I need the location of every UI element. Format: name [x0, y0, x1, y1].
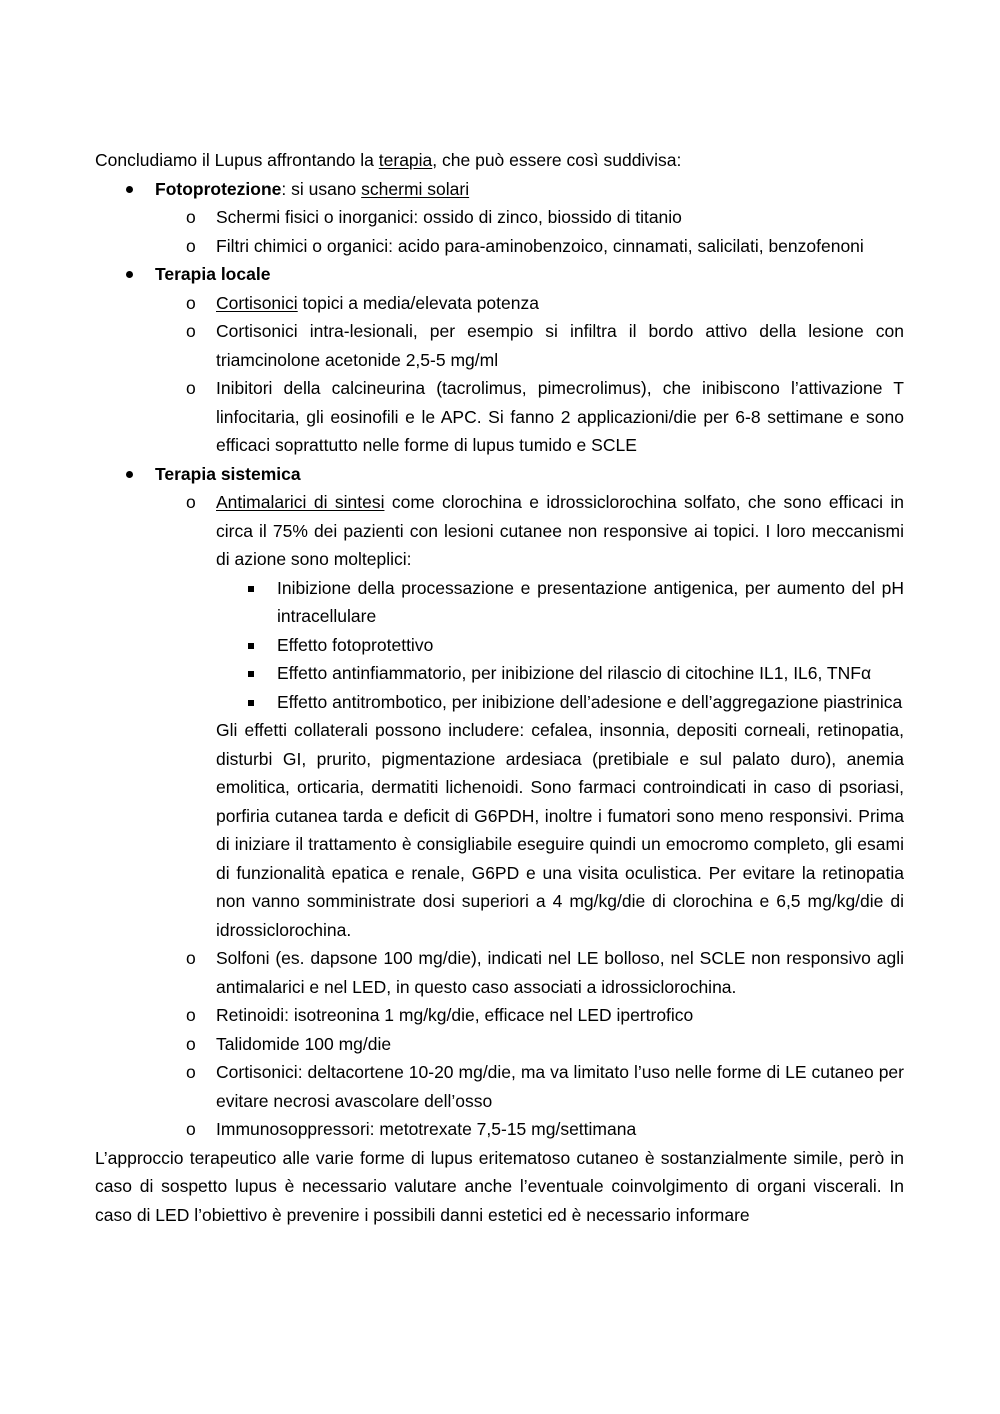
list-item-text: Inibitori della calcineurina (tacrolimus, pimecrolimus), che inibiscono l’attivazione T linfocitaria, gli eosinofili e le APC. Si fanno 2 applicazioni/die per 6-8 settimane e sono efficaci soprattutto nelle forme di lupus tumido e SCLE — [216, 378, 904, 455]
bullet-fotoprotezione — [95, 175, 904, 204]
list-item — [95, 1058, 904, 1115]
intro-text: Concludiamo il Lupus affrontando la — [95, 150, 379, 170]
circle-bullet-icon: o — [186, 1119, 196, 1139]
circle-bullet-icon: o — [186, 321, 196, 341]
sub-list-item — [95, 688, 904, 717]
schermi-solari-text: schermi solari — [361, 178, 470, 199]
list-item-text: Cortisonici intra-lesionali, per esempio si infiltra il bordo attivo della lesione con triamcinolone acetonide 2,5-5 mg/ml — [216, 321, 904, 370]
cortisonici-text: Cortisonici — [216, 292, 298, 313]
list-item-text: Filtri chimici o organici: acido para-aminobenzoico, cinnamati, salicilati, benzofenoni — [216, 235, 864, 256]
antimalarici-text: Antimalarici di sintesi — [216, 492, 385, 512]
sub-list-item — [95, 659, 904, 688]
square-bullet-icon — [248, 700, 254, 706]
circle-bullet-icon: o — [186, 207, 196, 227]
circle-bullet-icon: o — [186, 378, 196, 398]
list-item-text: Schermi fisici o inorganici: ossido di zinco, biossido di titanio — [216, 207, 682, 227]
list-item-text: Talidomide 100 mg/die — [216, 1033, 392, 1054]
closing-paragraph: L’approccio terapeutico alle varie forme di lupus eritematoso cutaneo è sostanzialmente simile, però in caso di sospetto lupus è necessario valutare anche l’eventuale coinvolgimento di organi viscerali. In caso di LED l’obiettivo è prevenire i possibili danni estetici ed è necessario informare — [95, 1147, 904, 1225]
section-title-terapia-sistemica: Terapia sistemica — [155, 463, 301, 484]
effetti-collaterali-paragraph: Gli effetti collaterali possono includere: cefalea, insonnia, depositi corneali, retinopatia, disturbi GI, prurito, pigmentazione ardesiaca (pretibiale e sul palato duro), anemia emolitica, orticaria, dermatiti lichenoidi. Sono farmaci controindicati in caso di psoriasi, porfiria cutanea tarda e deficit di G6PDH, inoltre i fumatori sono meno responsivi. Prima di iniziare il trattamento è consigliabile eseguire quindi un emocromo completo, gli esami di funzionalità epatica e renale, G6PD e una visita oculistica. Per evitare la retinopatia non vanno somministrate dosi superiori a 4 mg/kg/die di clorochina e 6,5 mg/kg/die di idrossiclorochina. — [216, 720, 904, 940]
list-item-text: Retinoidi: isotreonina 1 mg/kg/die, efficace nel LED ipertrofico — [216, 1005, 694, 1025]
sub-list-item-text: Effetto antitrombotico, per inibizione dell’adesione e dell’aggregazione piastrinica — [277, 691, 903, 712]
bullet-terapia-sistemica — [95, 460, 904, 489]
circle-bullet-icon: o — [186, 948, 196, 968]
square-bullet-icon — [248, 586, 254, 592]
list-item-text: topici a media/elevata potenza — [297, 292, 539, 313]
list-item — [95, 1030, 904, 1059]
sub-list-item — [95, 574, 904, 631]
circle-bullet-icon: o — [186, 1033, 196, 1054]
list-item — [95, 488, 904, 574]
list-item — [95, 317, 904, 374]
square-bullet-icon — [248, 671, 254, 677]
list-item — [95, 203, 904, 232]
sub-list-item-text: Effetto fotoprotettivo — [277, 634, 434, 655]
fotoprotezione-text: : si usano — [281, 178, 362, 199]
bullet-terapia-locale — [95, 260, 904, 289]
list-item — [95, 1001, 904, 1030]
list-item-text: Solfoni (es. dapsone 100 mg/die), indicati nel LE bolloso, nel SCLE non responsivo agli antimalarici e nel LED, in questo caso associati a idrossiclorochina. — [216, 948, 904, 997]
bullet-icon — [126, 186, 133, 193]
section-title-fotoprotezione: Fotoprotezione — [155, 178, 282, 199]
list-item — [95, 374, 904, 460]
list-item — [95, 289, 904, 318]
sub-list-item-text: Effetto antinfiammatorio, per inibizione del rilascio di citochine IL1, IL6, TNFα — [277, 663, 872, 683]
list-item-text: Cortisonici: deltacortene 10-20 mg/die, ma va limitato l’uso nelle forme di LE cutaneo per evitare necrosi avascolare dell’osso — [216, 1062, 904, 1111]
sub-list-item-text: Inibizione della processazione e presentazione antigenica, per aumento del pH intracellulare — [277, 577, 904, 626]
intro-text-end: , che può essere così suddivisa: — [432, 150, 682, 170]
circle-bullet-icon: o — [186, 492, 196, 512]
list-item — [95, 944, 904, 1001]
list-item-text: Immunosoppressori: metotrexate 7,5-15 mg/settimana — [216, 1119, 637, 1139]
section-title-terapia-locale: Terapia locale — [155, 264, 271, 284]
intro-paragraph — [95, 146, 904, 175]
list-item — [95, 232, 904, 261]
square-bullet-icon — [248, 643, 254, 649]
document-page — [95, 146, 904, 1229]
circle-bullet-icon: o — [186, 292, 196, 313]
bullet-icon — [126, 471, 133, 478]
sub-list-item — [95, 631, 904, 660]
list-item-text: come clorochina e idrossiclorochina solfato, che sono efficaci in circa il 75% dei pazienti con lesioni cutanee non responsive ai topici. I loro meccanismi di azione sono molteplici: — [216, 492, 904, 569]
circle-bullet-icon: o — [186, 235, 196, 256]
circle-bullet-icon: o — [186, 1005, 196, 1025]
terapia-link-text: terapia — [378, 150, 433, 170]
list-item — [95, 1115, 904, 1144]
bullet-icon — [126, 271, 133, 278]
circle-bullet-icon: o — [186, 1062, 196, 1082]
